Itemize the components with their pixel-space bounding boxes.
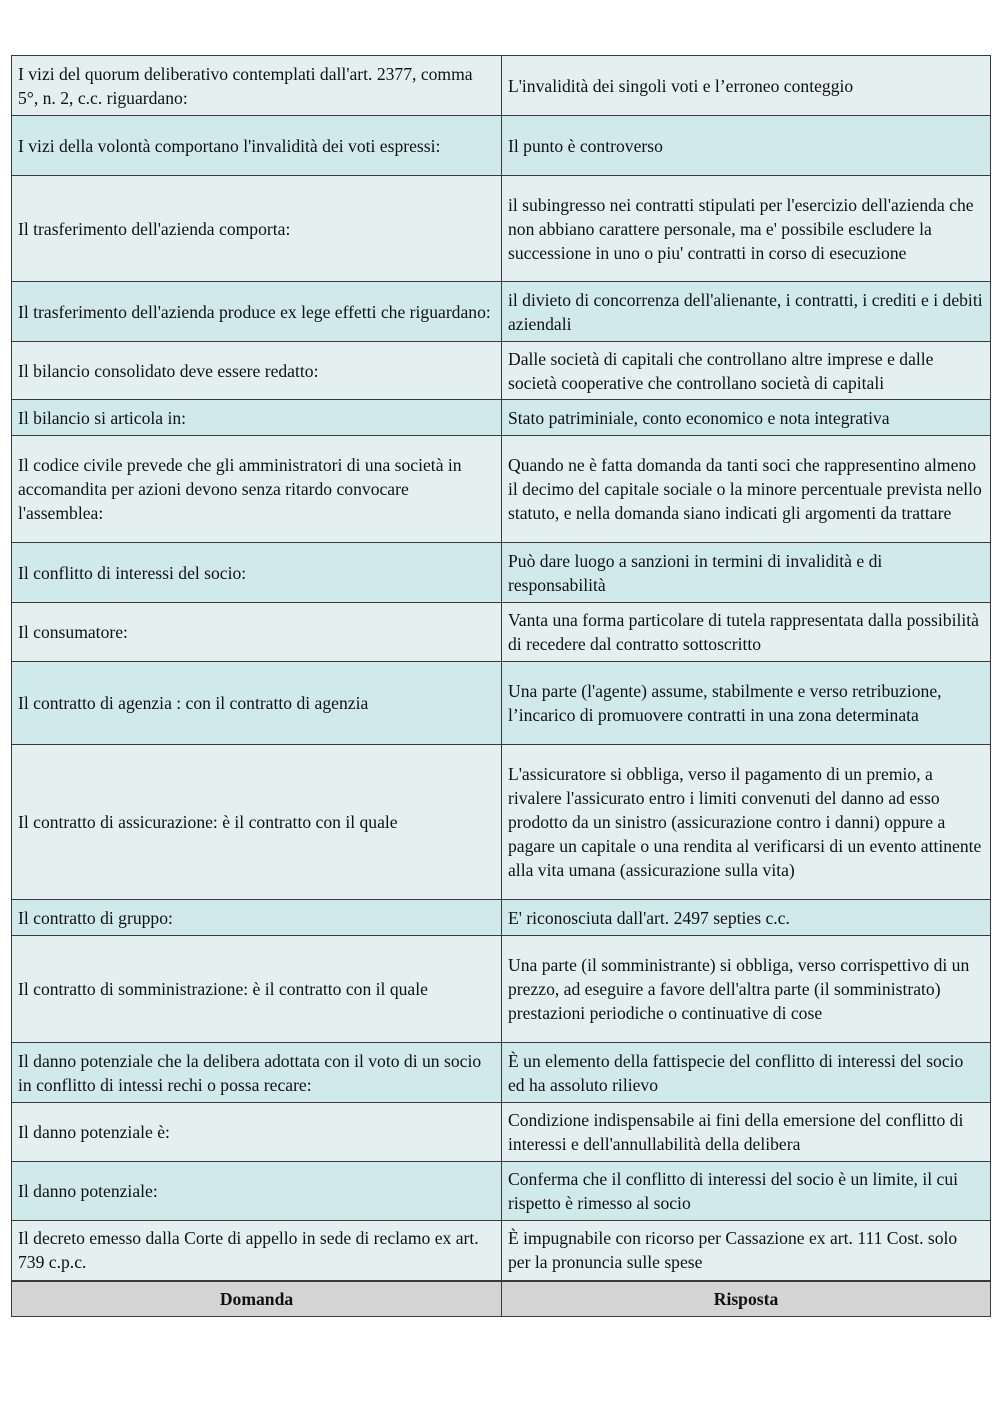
domanda-column-label: Domanda <box>12 1281 502 1317</box>
risposta-column-label: Risposta <box>502 1281 991 1317</box>
domanda-cell: I vizi della volontà comportano l'invalidità dei voti espressi: <box>12 116 502 176</box>
risposta-cell: Quando ne è fatta domanda da tanti soci che rappresentino almeno il decimo del capitale sociale o la minore percentuale prevista nello statuto, e nella domanda siano indicati gli argomenti da trattare <box>502 436 991 543</box>
risposta-cell: il divieto di concorrenza dell'alienante, i contratti, i crediti e i debiti aziendali <box>502 282 991 342</box>
table-row <box>12 1221 991 1281</box>
domanda-cell: Il codice civile prevede che gli amministratori di una società in accomandita per azioni devono senza ritardo convocare l'assemblea: <box>12 436 502 543</box>
table-row <box>12 176 991 282</box>
risposta-cell: Il punto è controverso <box>502 116 991 176</box>
risposta-cell: Vanta una forma particolare di tutela rappresentata dalla possibilità di recedere dal contratto sottoscritto <box>502 603 991 662</box>
qa-table <box>11 55 991 1317</box>
domanda-cell: Il contratto di agenzia : con il contratto di agenzia <box>12 662 502 745</box>
table-row <box>12 400 991 436</box>
domanda-cell: Il contratto di gruppo: <box>12 900 502 936</box>
domanda-cell: Il decreto emesso dalla Corte di appello in sede di reclamo ex art. 739 c.p.c. <box>12 1221 502 1281</box>
risposta-cell: Dalle società di capitali che controllano altre imprese e dalle società cooperative che controllano società di capitali <box>502 342 991 400</box>
risposta-cell: L'invalidità dei singoli voti e l’erroneo conteggio <box>502 56 991 116</box>
risposta-cell: È un elemento della fattispecie del conflitto di interessi del socio ed ha assoluto rilievo <box>502 1043 991 1103</box>
table-row <box>12 662 991 745</box>
table-row <box>12 603 991 662</box>
domanda-cell: Il conflitto di interessi del socio: <box>12 543 502 603</box>
risposta-cell: Una parte (l'agente) assume, stabilmente e verso retribuzione, l’incarico di promuovere contratti in una zona determinata <box>502 662 991 745</box>
table-row <box>12 342 991 400</box>
table-row <box>12 1162 991 1221</box>
domanda-cell: Il trasferimento dell'azienda produce ex lege effetti che riguardano: <box>12 282 502 342</box>
table-row <box>12 56 991 116</box>
risposta-cell: Conferma che il conflitto di interessi del socio è un limite, il cui rispetto è rimesso al socio <box>502 1162 991 1221</box>
domanda-cell: I vizi del quorum deliberativo contemplati dall'art. 2377, comma 5°, n. 2, c.c. riguardano: <box>12 56 502 116</box>
domanda-cell: Il danno potenziale: <box>12 1162 502 1221</box>
risposta-cell: Una parte (il somministrante) si obbliga, verso corrispettivo di un prezzo, ad eseguire a favore dell'altra parte (il somministrato) prestazioni periodiche o continuative di cose <box>502 936 991 1043</box>
domanda-cell: Il consumatore: <box>12 603 502 662</box>
table-row <box>12 1103 991 1162</box>
risposta-cell: il subingresso nei contratti stipulati per l'esercizio dell'azienda che non abbiano carattere personale, ma e' possibile escludere la successione in uno o piu' contratti in corso di esecuzione <box>502 176 991 282</box>
table-row <box>12 900 991 936</box>
risposta-cell: Condizione indispensabile ai fini della emersione del conflitto di interessi e dell'annullabilità della delibera <box>502 1103 991 1162</box>
domanda-cell: Il danno potenziale è: <box>12 1103 502 1162</box>
table-row <box>12 282 991 342</box>
risposta-cell: E' riconosciuta dall'art. 2497 septies c.c. <box>502 900 991 936</box>
risposta-cell: L'assicuratore si obbliga, verso il pagamento di un premio, a rivalere l'assicurato entro i limiti convenuti del danno ad esso prodotto da un sinistro (assicurazione contro i danni) oppure a pagare un capitale o una rendita al verificarsi di un evento attinente alla vita umana (assicurazione sulla vita) <box>502 745 991 900</box>
domanda-cell: Il danno potenziale che la delibera adottata con il voto di un socio in conflitto di intessi rechi o possa recare: <box>12 1043 502 1103</box>
table-footer-row <box>12 1281 991 1317</box>
table-row <box>12 116 991 176</box>
risposta-cell: Stato patriminiale, conto economico e nota integrativa <box>502 400 991 436</box>
table-row <box>12 436 991 543</box>
risposta-cell: Può dare luogo a sanzioni in termini di invalidità e di responsabilità <box>502 543 991 603</box>
domanda-cell: Il bilancio consolidato deve essere redatto: <box>12 342 502 400</box>
table-row <box>12 936 991 1043</box>
table-row <box>12 1043 991 1103</box>
domanda-cell: Il bilancio si articola in: <box>12 400 502 436</box>
table-row <box>12 543 991 603</box>
domanda-cell: Il contratto di assicurazione: è il contratto con il quale <box>12 745 502 900</box>
table-row <box>12 745 991 900</box>
domanda-cell: Il contratto di somministrazione: è il contratto con il quale <box>12 936 502 1043</box>
risposta-cell: È impugnabile con ricorso per Cassazione ex art. 111 Cost. solo per la pronuncia sulle spese <box>502 1221 991 1281</box>
domanda-cell: Il trasferimento dell'azienda comporta: <box>12 176 502 282</box>
